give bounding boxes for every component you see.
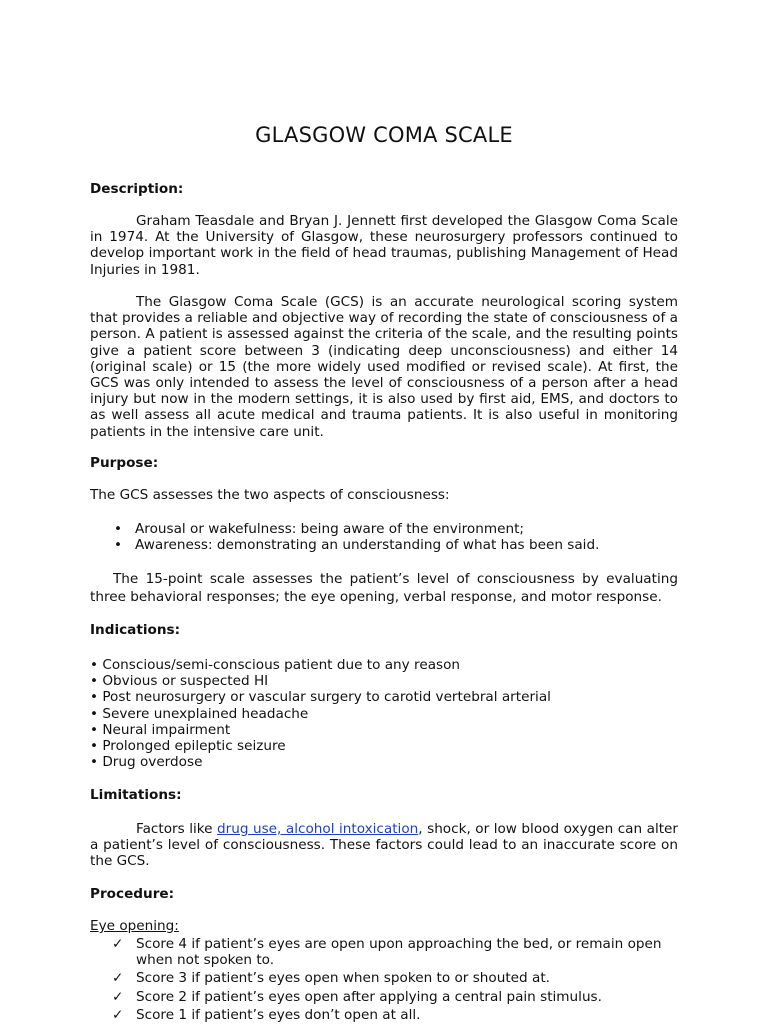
eye-item-text: Score 1 if patient’s eyes don’t open at all. [136, 1006, 421, 1023]
checkmark-icon: ✓ [112, 970, 124, 987]
checkmark-icon: ✓ [112, 1006, 124, 1023]
bullet-icon: • [114, 537, 123, 554]
bullet-icon: • [114, 521, 123, 537]
indications-heading: Indications: [90, 622, 181, 638]
list-item: • Drug overdose [90, 754, 203, 771]
list-item: • Prolonged epileptic seizure [90, 738, 286, 755]
limitations-heading: Limitations: [90, 787, 182, 803]
purpose-heading: Purpose: [90, 455, 159, 471]
list-item [90, 970, 678, 986]
list-item [90, 936, 678, 968]
purpose-paragraph: The 15-point scale assesses the patient’s level of consciousness by evaluating three behavioral responses; the eye opening, verbal response, and motor response. [90, 571, 678, 605]
eye-item-text: Score 2 if patient’s eyes open after applying a central pain stimulus. [136, 988, 602, 1005]
document-title: GLASGOW COMA SCALE [255, 123, 513, 147]
eye-item-text: Score 3 if patient’s eyes open when spoken to or shouted at. [136, 970, 550, 987]
list-item [90, 989, 678, 1005]
list-item: • Neural impairment [90, 721, 231, 738]
eye-opening-list [90, 936, 678, 1025]
list-item [90, 537, 678, 553]
list-item: • Conscious/semi-conscious patient due to any reason [90, 657, 461, 673]
checkmark-icon: ✓ [112, 988, 124, 1005]
list-item: • Post neurosurgery or vascular surgery to carotid vertebral arterial [90, 689, 551, 706]
purpose-list [90, 521, 678, 553]
eye-item-text: Score 4 if patient’s eyes are open upon approaching the bed, or remain open when not spoken to. [136, 936, 662, 969]
limitations-paragraph [90, 821, 678, 870]
limitations-text-start: Factors like [136, 821, 218, 837]
list-item [90, 521, 678, 537]
purpose-intro: The GCS assesses the two aspects of consciousness: [90, 487, 450, 503]
description-paragraph-2: The Glasgow Coma Scale (GCS) is an accurate neurological scoring system that provides a reliable and objective way of recording the state of consciousness of a person. A patient is assessed against the criteria of the scale, and the resulting points give a patient score between 3 (indicating deep unconsciousness) and either 14 (original scale) or 15 (the more widely used modified or revised scale). At first, the GCS was only intended to assess the level of consciousness of a person after a head injury but now in the modern settings, it is also used by first aid, EMS, and doctors to as well assess all acute medical and trauma patients. It is also useful in monitoring patients in the intensive care unit. [90, 294, 678, 440]
drug-use-link[interactable]: drug use, alcohol intoxication [217, 821, 419, 837]
list-item: • Obvious or suspected HI [90, 673, 269, 690]
indications-list [90, 657, 678, 770]
list-item: • Severe unexplained headache [90, 705, 309, 722]
procedure-heading: Procedure: [90, 886, 175, 902]
list-item [90, 1007, 678, 1023]
checkmark-icon: ✓ [112, 936, 124, 952]
description-paragraph-1: Graham Teasdale and Bryan J. Jennett first developed the Glasgow Coma Scale in 1974. At the University of Glasgow, these neurosurgery professors continued to develop important work in the field of head traumas, publishing Management of Head Injuries in 1981. [90, 213, 678, 278]
purpose-item-text: Awareness: demonstrating an understanding of what has been said. [135, 537, 600, 554]
description-heading: Description: [90, 181, 184, 197]
eye-opening-label: Eye opening: [90, 918, 179, 934]
purpose-item-text: Arousal or wakefulness: being aware of the environment; [135, 521, 524, 537]
limitations-text-end: , shock, or low blood oxygen can alter a patient’s level of consciousness. These factors could lead to an inaccurate score on the GCS. [90, 821, 679, 870]
